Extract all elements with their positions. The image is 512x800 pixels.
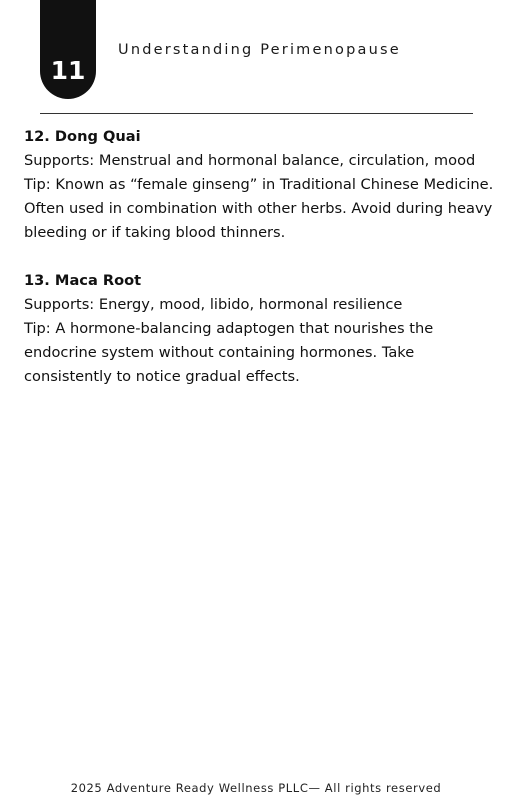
page-content [24,125,494,413]
page-number: 11 [50,56,86,85]
herb-entry-dong-quai [24,125,494,245]
herb-tip: Tip: Known as “female ginseng” in Traditional Chinese Medicine. Often used in combination with other herbs. Avoid during heavy bleeding or if taking blood thinners. [24,176,494,241]
header-divider [40,113,473,114]
herb-title: 12. Dong Quai [24,128,141,145]
herb-supports: Supports: Menstrual and hormonal balance, circulation, mood [24,152,476,169]
herb-title: 13. Maca Root [24,272,142,289]
herb-entry-maca-root [24,269,494,389]
copyright-footer: 2025 Adventure Ready Wellness PLLC— All rights reserved [70,781,442,795]
running-title: Understanding Perimenopause [118,42,401,58]
herb-supports: Supports: Energy, mood, libido, hormonal resilience [24,296,403,313]
page-number-tab [40,0,96,99]
herb-tip: Tip: A hormone-balancing adaptogen that nourishes the endocrine system without containing hormones. Take consistently to notice gradual effects. [24,320,434,385]
